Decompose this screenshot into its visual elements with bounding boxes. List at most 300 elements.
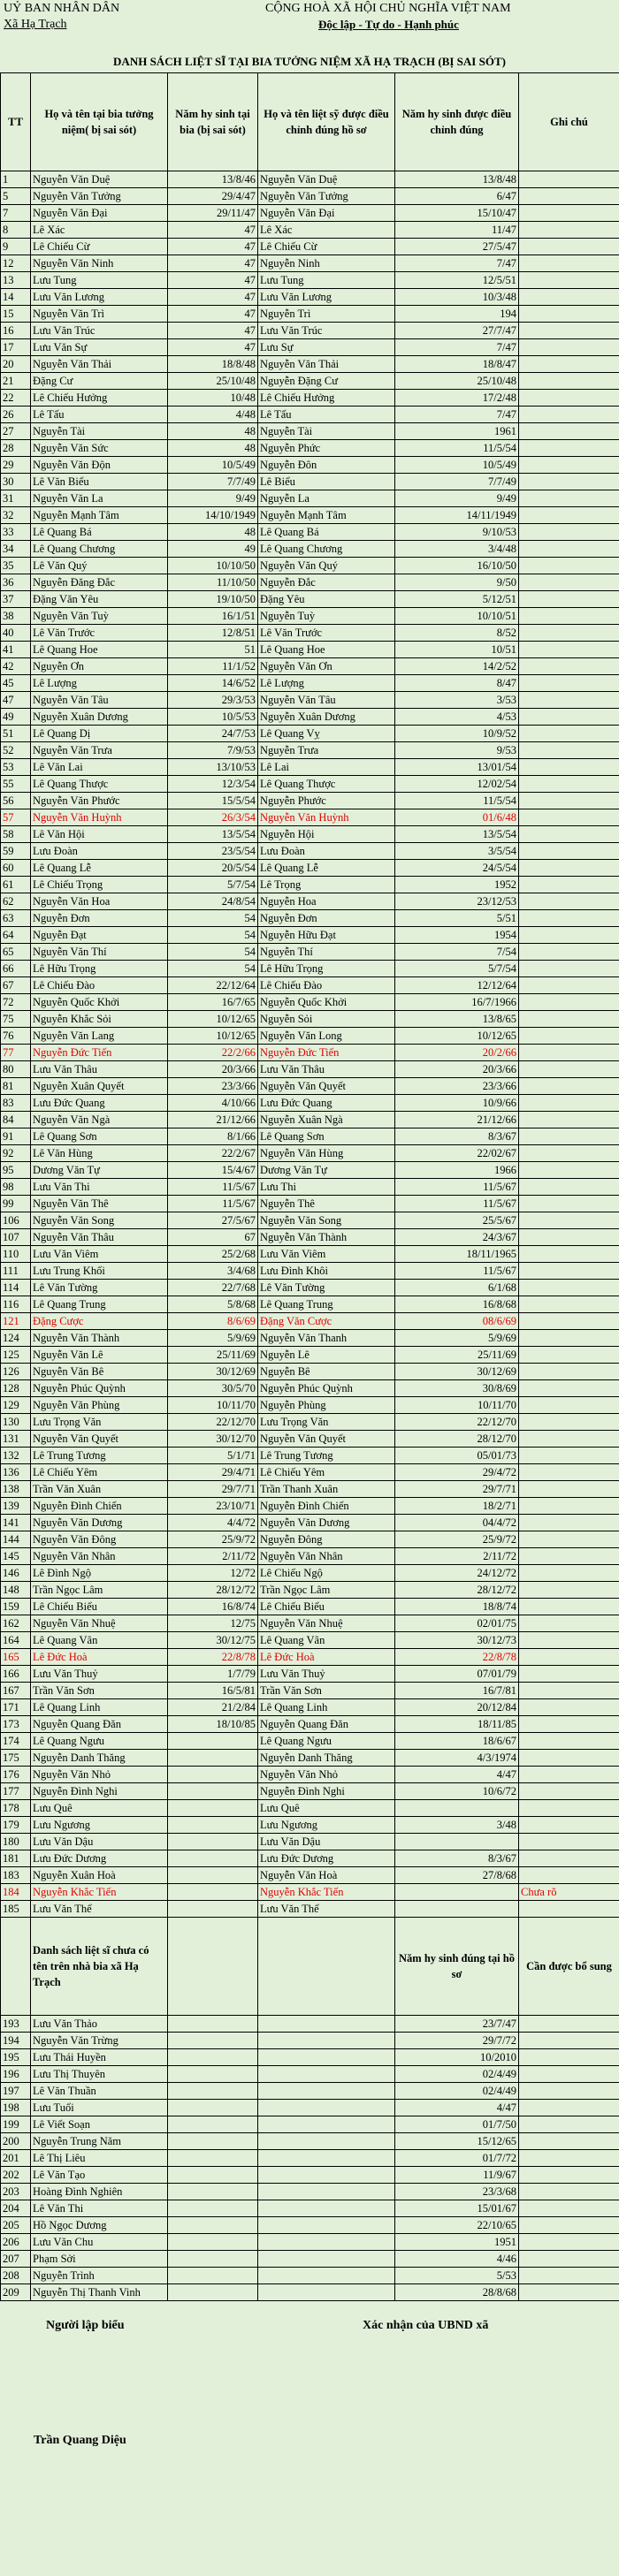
table-row <box>1 1666 619 1683</box>
note <box>519 1431 619 1448</box>
name-on-stele: Nguyễn Văn Phước <box>31 793 168 809</box>
note <box>519 944 619 961</box>
corrected-year: 1952 <box>395 877 519 893</box>
year-on-stele: 51 <box>168 642 258 658</box>
corrected-name: Nguyễn Bê <box>258 1364 395 1380</box>
year-on-stele: 49 <box>168 541 258 558</box>
note <box>519 994 619 1011</box>
year-on-stele: 18/10/85 <box>168 1716 258 1733</box>
year-on-stele: 30/5/70 <box>168 1380 258 1397</box>
martyr-name: Lưu Thái Huyền <box>31 2049 168 2066</box>
martyr-name: Nguyễn Văn Trừng <box>31 2033 168 2049</box>
table-row <box>1 1145 619 1162</box>
committee-name: UỶ BAN NHÂN DÂN <box>4 2 120 15</box>
table-row <box>1 826 619 843</box>
note <box>519 541 619 558</box>
corrected-year: 27/7/47 <box>395 323 519 339</box>
table-row <box>1 1599 619 1615</box>
table-row <box>1 793 619 809</box>
year-on-stele: 10/12/65 <box>168 1011 258 1028</box>
empty-cell <box>168 2033 258 2049</box>
note <box>519 1850 619 1867</box>
corrected-name: Lê Văn Trước <box>258 625 395 642</box>
table-row <box>1 1783 619 1800</box>
note <box>519 1716 619 1733</box>
corrected-name: Lê Tấu <box>258 407 395 423</box>
name-on-stele: Lê Chiếu Cừ <box>31 239 168 255</box>
empty-cell <box>258 2100 395 2116</box>
table-row <box>1 1045 619 1061</box>
name-on-stele: Lưu Văn Lương <box>31 289 168 306</box>
empty-cell <box>168 2116 258 2133</box>
row-number: 173 <box>1 1716 31 1733</box>
name-on-stele: Lê Chiếu Yêm <box>31 1464 168 1481</box>
year-on-stele: 24/8/54 <box>168 893 258 910</box>
year-on-stele: 13/5/54 <box>168 826 258 843</box>
corrected-year: 7/54 <box>395 944 519 961</box>
note <box>519 709 619 726</box>
corrected-year: 01/6/48 <box>395 809 519 826</box>
table-row <box>1 1615 619 1632</box>
corrected-name: Nguyễn Văn Hoà <box>258 1867 395 1884</box>
corrected-year: 5/9/69 <box>395 1330 519 1347</box>
table-row <box>1 726 619 742</box>
year-on-stele: 23/3/66 <box>168 1078 258 1095</box>
supplement-row <box>1 2200 619 2217</box>
corrected-year <box>395 1800 519 1817</box>
supplement-row <box>1 2100 619 2116</box>
corrected-name: Nguyễn Đình Chiến <box>258 1498 395 1515</box>
empty-cell <box>519 2251 619 2268</box>
name-on-stele: Nguyễn Văn Sức <box>31 440 168 457</box>
year-on-stele: 16/7/65 <box>168 994 258 1011</box>
corrected-name: Nguyễn Đức Tiến <box>258 1045 395 1061</box>
note <box>519 1179 619 1196</box>
year-on-stele: 22/2/67 <box>168 1145 258 1162</box>
note <box>519 1196 619 1212</box>
name-on-stele: Lưu Tung <box>31 272 168 289</box>
year-on-stele: 54 <box>168 961 258 977</box>
table-row <box>1 1162 619 1179</box>
table-row <box>1 961 619 977</box>
supplement-header-year: Năm hy sinh đúng tại hồ sơ <box>395 1918 519 2016</box>
table-row <box>1 759 619 776</box>
empty-cell <box>168 2167 258 2184</box>
name-on-stele: Nguyễn Văn Dương <box>31 1515 168 1531</box>
year-on-stele: 29/4/47 <box>168 188 258 205</box>
corrected-name: Lê Quang Hoe <box>258 642 395 658</box>
table-row <box>1 608 619 625</box>
year-on-stele: 21/2/84 <box>168 1699 258 1716</box>
table-row <box>1 658 619 675</box>
name-on-stele: Lưu Đức Quang <box>31 1095 168 1112</box>
row-number: 207 <box>1 2251 31 2268</box>
row-number: 76 <box>1 1028 31 1045</box>
corrected-name: Lê Quang Vỵ <box>258 726 395 742</box>
row-number: 198 <box>1 2100 31 2116</box>
note <box>519 809 619 826</box>
corrected-name: Lưu Quê <box>258 1800 395 1817</box>
year-on-stele: 15/4/67 <box>168 1162 258 1179</box>
year-on-stele: 4/4/72 <box>168 1515 258 1531</box>
table-row <box>1 188 619 205</box>
table-row <box>1 1313 619 1330</box>
corrected-year: 14/11/1949 <box>395 507 519 524</box>
row-number: 111 <box>1 1263 31 1280</box>
martyr-name: Hoàng Đình Nghiên <box>31 2184 168 2200</box>
name-on-stele: Nguyễn Văn Duệ <box>31 171 168 188</box>
year-on-stele: 5/9/69 <box>168 1330 258 1347</box>
table-row <box>1 306 619 323</box>
row-number: 5 <box>1 188 31 205</box>
martyr-name: Lê Văn Thi <box>31 2200 168 2217</box>
corrected-name: Nguyễn Văn Long <box>258 1028 395 1045</box>
empty-cell <box>258 2167 395 2184</box>
corrected-name: Lưu Tung <box>258 272 395 289</box>
table-row <box>1 524 619 541</box>
note <box>519 1699 619 1716</box>
row-number: 62 <box>1 893 31 910</box>
row-number: 199 <box>1 2116 31 2133</box>
corrected-year: 4/47 <box>395 1767 519 1783</box>
corrected-name: Trần Văn Sơn <box>258 1683 395 1699</box>
note <box>519 1128 619 1145</box>
note <box>519 1834 619 1850</box>
note <box>519 910 619 927</box>
corrected-name: Lê Biểu <box>258 474 395 490</box>
row-number: 37 <box>1 591 31 608</box>
name-on-stele: Lê Tấu <box>31 407 168 423</box>
empty-cell <box>519 2200 619 2217</box>
name-on-stele: Nguyễn Văn Lê <box>31 1347 168 1364</box>
name-on-stele: Nguyễn Văn Đại <box>31 205 168 222</box>
row-number: 40 <box>1 625 31 642</box>
name-on-stele: Lê Quang Vân <box>31 1632 168 1649</box>
note <box>519 1649 619 1666</box>
year-on-stele: 54 <box>168 944 258 961</box>
name-on-stele: Lưu Văn Dậu <box>31 1834 168 1850</box>
row-number: 183 <box>1 1867 31 1884</box>
table-row <box>1 1750 619 1767</box>
note <box>519 1515 619 1531</box>
note <box>519 658 619 675</box>
row-number: 12 <box>1 255 31 272</box>
corrected-name: Nguyễn Quốc Khởi <box>258 994 395 1011</box>
year-in-record: 28/8/68 <box>395 2284 519 2301</box>
year-on-stele: 30/12/70 <box>168 1431 258 1448</box>
corrected-year: 20/12/84 <box>395 1699 519 1716</box>
year-on-stele: 47 <box>168 239 258 255</box>
year-on-stele: 47 <box>168 255 258 272</box>
year-on-stele: 47 <box>168 339 258 356</box>
column-header: Họ và tên tại bia tưởng niệm( bị sai sót) <box>31 73 168 171</box>
table-row <box>1 1212 619 1229</box>
row-number: 75 <box>1 1011 31 1028</box>
row-number: 110 <box>1 1246 31 1263</box>
name-on-stele: Lê Văn Tường <box>31 1280 168 1296</box>
name-on-stele: Lưu Văn Trúc <box>31 323 168 339</box>
year-on-stele: 22/8/78 <box>168 1649 258 1666</box>
note <box>519 625 619 642</box>
name-on-stele: Lưu Văn Thâu <box>31 1061 168 1078</box>
year-on-stele: 2/11/72 <box>168 1548 258 1565</box>
supplement-row <box>1 2133 619 2150</box>
name-on-stele: Lưu Đức Dương <box>31 1850 168 1867</box>
corrected-year: 29/7/71 <box>395 1481 519 1498</box>
corrected-year: 11/5/67 <box>395 1263 519 1280</box>
name-on-stele: Nguyễn Phúc Quỳnh <box>31 1380 168 1397</box>
year-on-stele: 16/8/74 <box>168 1599 258 1615</box>
row-number: 13 <box>1 272 31 289</box>
note <box>519 306 619 323</box>
empty-cell <box>258 2116 395 2133</box>
corrected-name: Lê Chiếu Cừ <box>258 239 395 255</box>
year-on-stele: 22/2/66 <box>168 1045 258 1061</box>
supplement-table-body <box>1 1918 619 2301</box>
table-row <box>1 1464 619 1481</box>
name-on-stele: Nguyễn Khắc Tiến <box>31 1884 168 1901</box>
supplement-row <box>1 2268 619 2284</box>
table-row <box>1 1112 619 1128</box>
year-on-stele: 22/7/68 <box>168 1280 258 1296</box>
corrected-year: 8/52 <box>395 625 519 642</box>
table-row <box>1 1431 619 1448</box>
corrected-name: Trần Ngọc Lâm <box>258 1582 395 1599</box>
corrected-year: 11/5/67 <box>395 1179 519 1196</box>
name-on-stele: Nguyễn Văn Độn <box>31 457 168 474</box>
note <box>519 1313 619 1330</box>
table-row <box>1 239 619 255</box>
column-header: Năm hy sinh được điều chỉnh đúng <box>395 73 519 171</box>
row-number: 60 <box>1 860 31 877</box>
year-on-stele: 25/2/68 <box>168 1246 258 1263</box>
note: Chưa rõ <box>519 1884 619 1901</box>
empty-cell <box>258 2251 395 2268</box>
corrected-name: Lê Chiếu Đào <box>258 977 395 994</box>
corrected-year: 07/01/79 <box>395 1666 519 1683</box>
row-number: 30 <box>1 474 31 490</box>
note <box>519 776 619 793</box>
name-on-stele: Nguyễn Mạnh Tâm <box>31 507 168 524</box>
table-row <box>1 1028 619 1045</box>
name-on-stele: Lưu Văn Thuỷ <box>31 1666 168 1683</box>
row-number: 42 <box>1 658 31 675</box>
corrected-name: Đặng Yêu <box>258 591 395 608</box>
year-on-stele: 28/12/72 <box>168 1582 258 1599</box>
corrected-year: 10/12/65 <box>395 1028 519 1045</box>
table-row <box>1 1699 619 1716</box>
table-row <box>1 742 619 759</box>
corrected-name: Lưu Văn Lương <box>258 289 395 306</box>
note <box>519 1615 619 1632</box>
note <box>519 1733 619 1750</box>
corrected-name: Nguyễn Văn Dương <box>258 1515 395 1531</box>
row-number: 132 <box>1 1448 31 1464</box>
corrected-year: 8/3/67 <box>395 1128 519 1145</box>
note <box>519 1599 619 1615</box>
row-number: 67 <box>1 977 31 994</box>
empty-cell <box>519 2083 619 2100</box>
corrected-year: 30/12/69 <box>395 1364 519 1380</box>
year-in-record: 23/7/47 <box>395 2016 519 2033</box>
row-number: 29 <box>1 457 31 474</box>
note <box>519 1464 619 1481</box>
name-on-stele: Nguyễn Văn Thâu <box>31 1229 168 1246</box>
note <box>519 171 619 188</box>
year-in-record: 01/7/50 <box>395 2116 519 2133</box>
corrected-name: Lưu Ngương <box>258 1817 395 1834</box>
year-on-stele: 11/5/67 <box>168 1196 258 1212</box>
supplement-row <box>1 2217 619 2234</box>
corrected-name: Nguyễn Văn Quý <box>258 558 395 574</box>
note <box>519 1582 619 1599</box>
note <box>519 373 619 390</box>
note <box>519 977 619 994</box>
table-row <box>1 1649 619 1666</box>
year-on-stele: 10/5/53 <box>168 709 258 726</box>
year-on-stele: 47 <box>168 222 258 239</box>
row-number: 185 <box>1 1901 31 1918</box>
corrected-year: 9/53 <box>395 742 519 759</box>
row-number: 56 <box>1 793 31 809</box>
note <box>519 860 619 877</box>
corrected-name: Lưu Văn Viêm <box>258 1246 395 1263</box>
corrected-year: 23/3/66 <box>395 1078 519 1095</box>
note <box>519 323 619 339</box>
year-on-stele: 7/9/53 <box>168 742 258 759</box>
year-on-stele: 11/10/50 <box>168 574 258 591</box>
row-number: 27 <box>1 423 31 440</box>
empty-cell <box>258 2083 395 2100</box>
note <box>519 339 619 356</box>
name-on-stele: Nguyễn Văn Nhuệ <box>31 1615 168 1632</box>
corrected-name: Nguyễn Quang Đăn <box>258 1716 395 1733</box>
row-number: 16 <box>1 323 31 339</box>
name-on-stele: Nguyễn Đức Tiến <box>31 1045 168 1061</box>
corrected-year: 21/12/66 <box>395 1112 519 1128</box>
note <box>519 239 619 255</box>
corrected-name: Lê Xác <box>258 222 395 239</box>
corrected-year: 10/10/51 <box>395 608 519 625</box>
empty-cell <box>519 2167 619 2184</box>
corrected-name: Nguyễn Sỏi <box>258 1011 395 1028</box>
corrected-name: Lê Quang Trung <box>258 1296 395 1313</box>
corrected-year: 3/53 <box>395 692 519 709</box>
table-row <box>1 1582 619 1599</box>
corrected-year: 3/4/48 <box>395 541 519 558</box>
name-on-stele: Lưu Trung Khối <box>31 1263 168 1280</box>
corrected-name: Lưu Văn Thể <box>258 1901 395 1918</box>
row-number: 174 <box>1 1733 31 1750</box>
empty-cell <box>168 2200 258 2217</box>
corrected-name: Nguyễn Đông <box>258 1531 395 1548</box>
year-on-stele <box>168 1733 258 1750</box>
table-row <box>1 1347 619 1364</box>
row-number: 121 <box>1 1313 31 1330</box>
year-on-stele: 22/12/64 <box>168 977 258 994</box>
empty-cell <box>258 2049 395 2066</box>
year-on-stele: 3/4/68 <box>168 1263 258 1280</box>
table-row <box>1 776 619 793</box>
corrected-year: 1954 <box>395 927 519 944</box>
corrected-year: 16/10/50 <box>395 558 519 574</box>
year-in-record: 01/7/72 <box>395 2150 519 2167</box>
year-on-stele <box>168 1884 258 1901</box>
corrected-year: 25/11/69 <box>395 1347 519 1364</box>
row-number: 14 <box>1 289 31 306</box>
table-row <box>1 1364 619 1380</box>
table-row <box>1 675 619 692</box>
row-number: 200 <box>1 2133 31 2150</box>
table-row <box>1 1448 619 1464</box>
note <box>519 574 619 591</box>
table-row <box>1 877 619 893</box>
empty-cell <box>168 2184 258 2200</box>
corrected-year: 13/01/54 <box>395 759 519 776</box>
table-row <box>1 893 619 910</box>
corrected-name: Lê Quang Bá <box>258 524 395 541</box>
name-on-stele: Nguyễn Đình Chiến <box>31 1498 168 1515</box>
corrected-year: 22/12/70 <box>395 1414 519 1431</box>
name-on-stele: Nguyễn Văn Tuỳ <box>31 608 168 625</box>
table-row <box>1 1498 619 1515</box>
empty-cell <box>519 2116 619 2133</box>
note <box>519 1481 619 1498</box>
corrected-name: Lê Lai <box>258 759 395 776</box>
year-in-record: 29/7/72 <box>395 2033 519 2049</box>
year-on-stele: 5/1/71 <box>168 1448 258 1464</box>
row-number: 83 <box>1 1095 31 1112</box>
year-on-stele: 10/5/49 <box>168 457 258 474</box>
name-on-stele: Nguyễn Xuân Hoà <box>31 1867 168 1884</box>
year-on-stele <box>168 1750 258 1767</box>
year-on-stele: 30/12/75 <box>168 1632 258 1649</box>
row-number: 146 <box>1 1565 31 1582</box>
table-row <box>1 457 619 474</box>
year-on-stele: 10/12/65 <box>168 1028 258 1045</box>
row-number: 21 <box>1 373 31 390</box>
row-number: 176 <box>1 1767 31 1783</box>
row-number: 9 <box>1 239 31 255</box>
table-row <box>1 1632 619 1649</box>
year-on-stele <box>168 1817 258 1834</box>
corrected-year: 16/7/1966 <box>395 994 519 1011</box>
row-number: 26 <box>1 407 31 423</box>
note <box>519 1095 619 1112</box>
name-on-stele: Lưu Văn Viêm <box>31 1246 168 1263</box>
document-title: DANH SÁCH LIỆT SĨ TẠI BIA TƯỞNG NIỆM XÃ HẠ TRẠCH (BỊ SAI SÓT) <box>113 55 506 68</box>
year-in-record: 02/4/49 <box>395 2066 519 2083</box>
year-in-record: 02/4/49 <box>395 2083 519 2100</box>
year-on-stele: 23/5/54 <box>168 843 258 860</box>
empty-cell <box>519 2284 619 2301</box>
corrected-name: Nguyễn Văn Thải <box>258 356 395 373</box>
supplement-row <box>1 2116 619 2133</box>
year-on-stele: 12/75 <box>168 1615 258 1632</box>
year-on-stele: 48 <box>168 524 258 541</box>
supplement-header-list: Danh sách liệt sĩ chưa có tên trên nhà bia xã Hạ Trạch <box>31 1918 168 2016</box>
table-row <box>1 1061 619 1078</box>
corrected-year: 1966 <box>395 1162 519 1179</box>
year-on-stele: 67 <box>168 1229 258 1246</box>
year-on-stele: 21/12/66 <box>168 1112 258 1128</box>
empty-cell <box>168 2234 258 2251</box>
table-row <box>1 944 619 961</box>
commune-name: Xã Hạ Trạch <box>4 18 67 31</box>
empty-cell <box>519 2268 619 2284</box>
name-on-stele: Nguyễn Văn Thành <box>31 1330 168 1347</box>
table-row <box>1 1531 619 1548</box>
